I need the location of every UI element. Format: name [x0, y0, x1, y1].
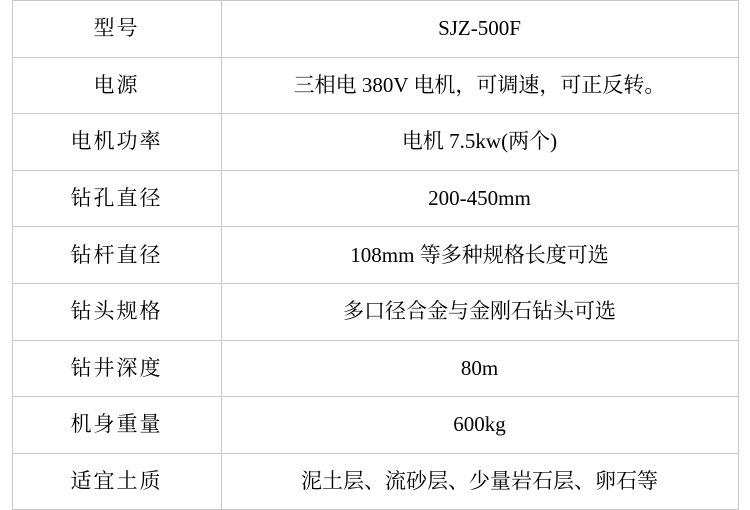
table-row	[12, 170, 738, 227]
specification-table	[12, 0, 739, 510]
table-row	[12, 397, 738, 454]
row-label: 机身重量	[12, 397, 221, 454]
table-row	[12, 114, 738, 171]
table-row	[12, 57, 738, 114]
table-row	[12, 283, 738, 340]
row-value: 三相电 380V 电机，可调速，可正反转。	[221, 57, 738, 114]
row-label: 钻孔直径	[12, 170, 221, 227]
row-value: 80m	[221, 340, 738, 397]
table-row	[12, 227, 738, 284]
table-row	[12, 340, 738, 397]
row-label: 型号	[12, 1, 221, 58]
row-label: 钻井深度	[12, 340, 221, 397]
row-value: 108mm 等多种规格长度可选	[221, 227, 738, 284]
row-label: 电源	[12, 57, 221, 114]
row-label: 钻头规格	[12, 283, 221, 340]
row-value: SJZ-500F	[221, 1, 738, 58]
table-body	[12, 1, 738, 510]
row-value: 600kg	[221, 397, 738, 454]
row-label: 适宜土质	[12, 453, 221, 510]
row-label: 钻杆直径	[12, 227, 221, 284]
row-value: 电机 7.5kw(两个)	[221, 114, 738, 171]
table-row	[12, 1, 738, 58]
row-value: 200-450mm	[221, 170, 738, 227]
table-row	[12, 453, 738, 510]
row-label: 电机功率	[12, 114, 221, 171]
row-value: 泥土层、流砂层、少量岩石层、卵石等	[221, 453, 738, 510]
row-value: 多口径合金与金刚石钻头可选	[221, 283, 738, 340]
